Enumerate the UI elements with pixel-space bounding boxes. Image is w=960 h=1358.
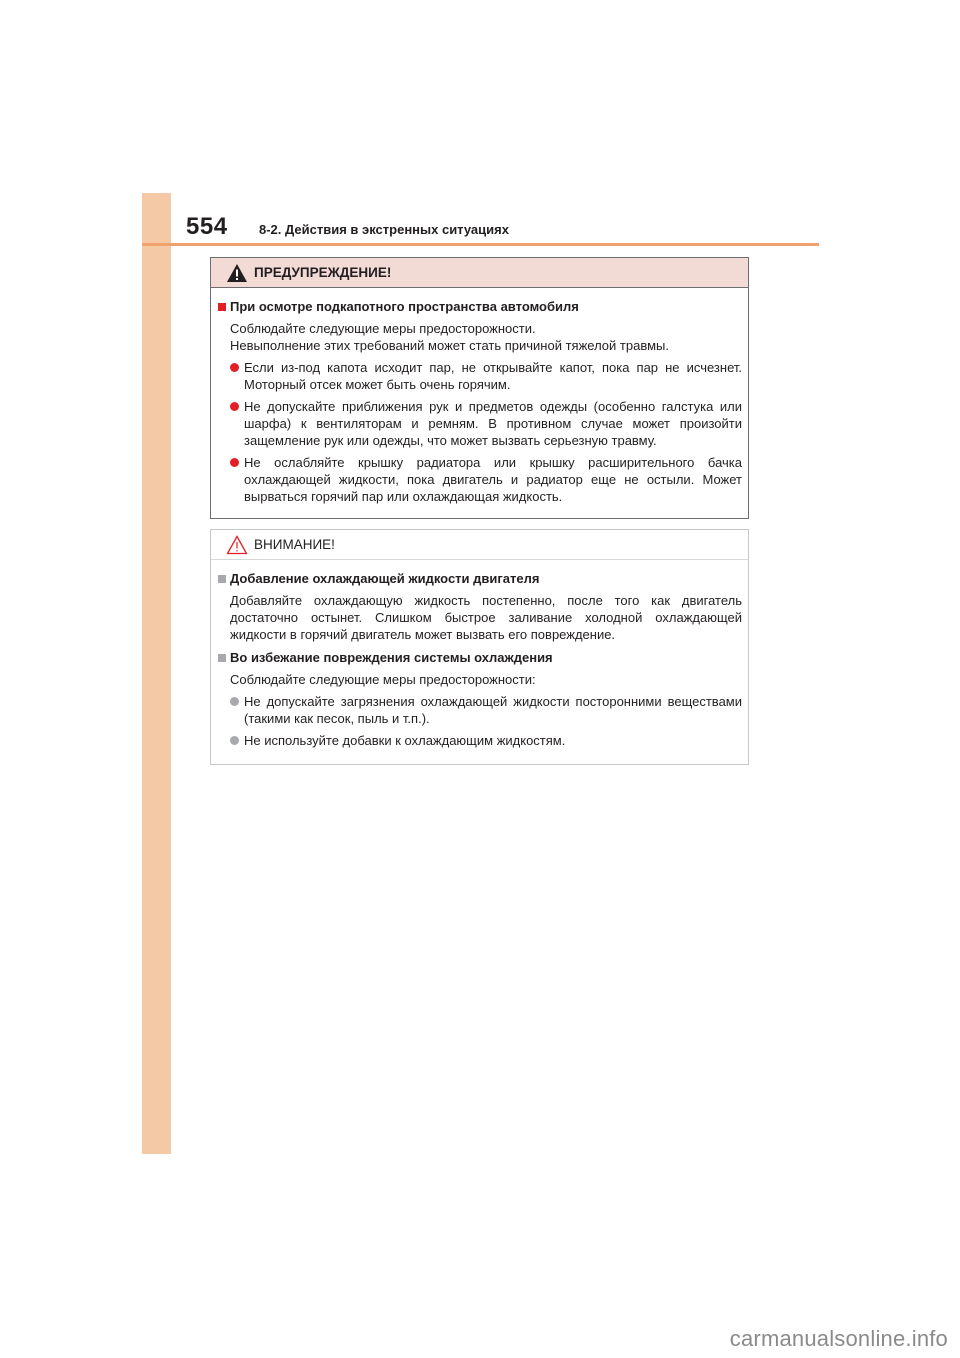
round-bullet-icon <box>230 458 239 467</box>
round-bullet-icon <box>230 363 239 372</box>
caution-title: ВНИМАНИЕ! <box>254 537 335 552</box>
watermark: carmanualsonline.info <box>729 1326 948 1351</box>
warning-bullet-text: Не ослабляйте крышку радиатора или крышку расширительного бачка охлаждающей жидкости, пока двигатель и радиатор еще не остыли. Может вырваться горячий пар или охлаждающая жидкость. <box>244 455 742 504</box>
round-bullet-icon <box>230 697 239 706</box>
caution-bullet <box>218 732 742 749</box>
square-bullet-icon <box>218 303 226 311</box>
caution-triangle-icon <box>226 535 248 555</box>
square-bullet-icon <box>218 654 226 662</box>
square-bullet-icon <box>218 575 226 583</box>
page-number: 554 <box>186 213 228 240</box>
warning-box <box>210 257 749 519</box>
warning-topic <box>218 298 742 315</box>
warning-bullet-text: Не допускайте приближения рук и предметов одежды (особенно галстука или шарфа) к вентиляторам и ремням. В противном случае может произойти защемление рук или одежды, что может вызвать серьезную травму. <box>244 399 742 448</box>
round-bullet-icon <box>230 402 239 411</box>
header-rule <box>142 243 819 246</box>
warning-bullet <box>218 359 742 393</box>
caution-paragraph: Соблюдайте следующие меры предосторожности: <box>230 672 536 687</box>
chapter-side-band <box>142 193 171 1154</box>
warning-bullet-text: Если из-под капота исходит пар, не открывайте капот, пока пар не исчезнет. Моторный отсек может быть очень горячим. <box>244 360 742 392</box>
caution-bullet-text: Не допускайте загрязнения охлаждающей жидкости посторонними веществами (такими как песок, пыль и т.п.). <box>244 694 742 726</box>
caution-topic <box>218 570 742 587</box>
warning-triangle-icon <box>226 263 248 283</box>
caution-topic-text: Во избежание повреждения системы охлаждения <box>230 650 553 665</box>
warning-paragraph: Невыполнение этих требований может стать причиной тяжелой травмы. <box>230 338 669 353</box>
warning-bullet <box>218 454 742 505</box>
warning-paragraph: Соблюдайте следующие меры предосторожности. <box>230 321 536 336</box>
warning-topic-text: При осмотре подкапотного пространства автомобиля <box>230 299 579 314</box>
warning-bullet <box>218 398 742 449</box>
caution-topic-text: Добавление охлаждающей жидкости двигателя <box>230 571 540 586</box>
section-title: 8-2. Действия в экстренных ситуациях <box>259 222 509 237</box>
round-bullet-icon <box>230 736 239 745</box>
caution-bullet-text: Не используйте добавки к охлаждающим жидкостям. <box>244 733 566 748</box>
caution-body <box>211 560 748 749</box>
caution-box <box>210 529 749 765</box>
caution-paragraph: Добавляйте охлаждающую жидкость постепенно, после того как двигатель достаточно остынет. Слишком быстрое заливание холодной охлаждающей жидкости в горячий двигатель может вызвать его повреждение. <box>230 593 742 642</box>
warning-title: ПРЕДУПРЕЖДЕНИЕ! <box>254 265 392 280</box>
warning-header <box>211 258 748 288</box>
caution-topic <box>218 649 742 666</box>
caution-bullet <box>218 693 742 727</box>
warning-body <box>211 288 748 505</box>
caution-header <box>211 530 748 560</box>
